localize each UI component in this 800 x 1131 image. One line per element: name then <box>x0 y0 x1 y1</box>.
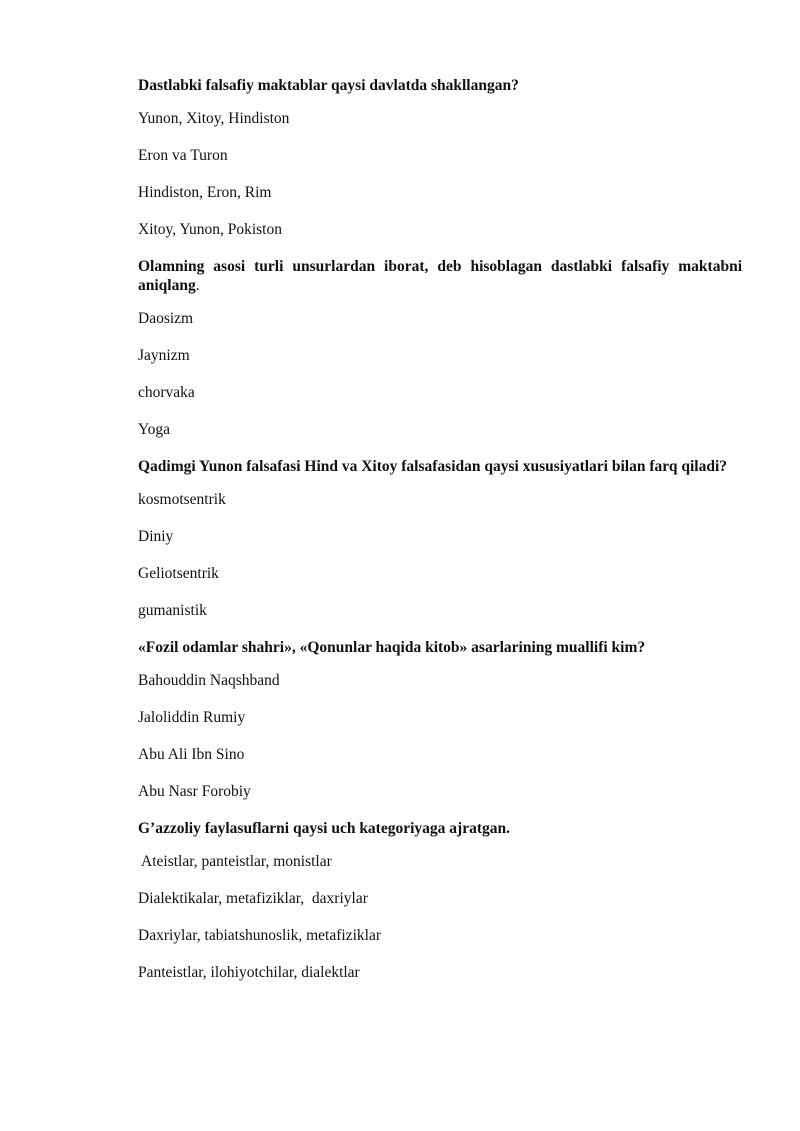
question-1-option-d: Xitoy, Yunon, Pokiston <box>138 221 282 238</box>
question-block-4 <box>138 638 742 801</box>
question-1-option-c: Hindiston, Eron, Rim <box>138 184 272 201</box>
question-4-stem: «Fozil odamlar shahri», «Qonunlar haqida kitob» asarlarining muallifi kim? <box>138 639 646 656</box>
question-4-text <box>138 638 742 657</box>
question-2-text <box>138 257 746 295</box>
question-4-option-a: Bahouddin Naqshband <box>138 672 280 689</box>
question-3-text <box>138 457 742 476</box>
question-1-text <box>138 76 742 95</box>
question-block-1 <box>138 76 742 239</box>
question-5-text <box>138 819 742 838</box>
question-5-option-b: Dialektikalar, metafiziklar, daxriylar <box>138 890 368 907</box>
question-3-option-b: Diniy <box>138 528 174 545</box>
question-1-stem: Dastlabki falsafiy maktablar qaysi davlatda shakllangan? <box>138 77 519 94</box>
question-2-stem: Olamning asosi turli unsurlardan iborat, deb hisoblagan dastlabki falsafiy maktabni aniqlang <box>138 258 746 294</box>
question-2-trail: . <box>195 277 200 294</box>
question-5-stem: G’azzoliy faylasuflarni qaysi uch kategoriyaga ajratgan. <box>138 820 510 837</box>
question-3-option-a: kosmotsentrik <box>138 491 226 508</box>
question-2-option-d: Yoga <box>138 421 171 438</box>
question-4-option-b: Jaloliddin Rumiy <box>138 709 246 726</box>
question-3-option-d: gumanistik <box>138 602 207 619</box>
document-page <box>138 76 746 1000</box>
question-block-5 <box>138 819 742 982</box>
question-5-option-c: Daxriylar, tabiatshunoslik, metafiziklar <box>138 927 381 944</box>
question-4-option-c: Abu Ali Ibn Sino <box>138 746 245 763</box>
question-2-option-b: Jaynizm <box>138 347 190 364</box>
question-2-option-a: Daosizm <box>138 310 194 327</box>
question-4-option-d: Abu Nasr Forobiy <box>138 783 251 800</box>
question-5-option-a: Ateistlar, panteistlar, monistlar <box>138 853 332 870</box>
question-3-option-c: Geliotsentrik <box>138 565 219 582</box>
question-2-option-c: chorvaka <box>138 384 195 401</box>
question-3-stem: Qadimgi Yunon falsafasi Hind va Xitoy falsafasidan qaysi xususiyatlari bilan farq qiladi? <box>138 458 728 475</box>
question-5-option-d: Panteistlar, ilohiyotchilar, dialektlar <box>138 964 360 981</box>
question-block-3 <box>138 457 742 620</box>
question-1-option-a: Yunon, Xitoy, Hindiston <box>138 110 290 127</box>
question-block-2 <box>138 257 746 439</box>
question-1-option-b: Eron va Turon <box>138 147 228 164</box>
